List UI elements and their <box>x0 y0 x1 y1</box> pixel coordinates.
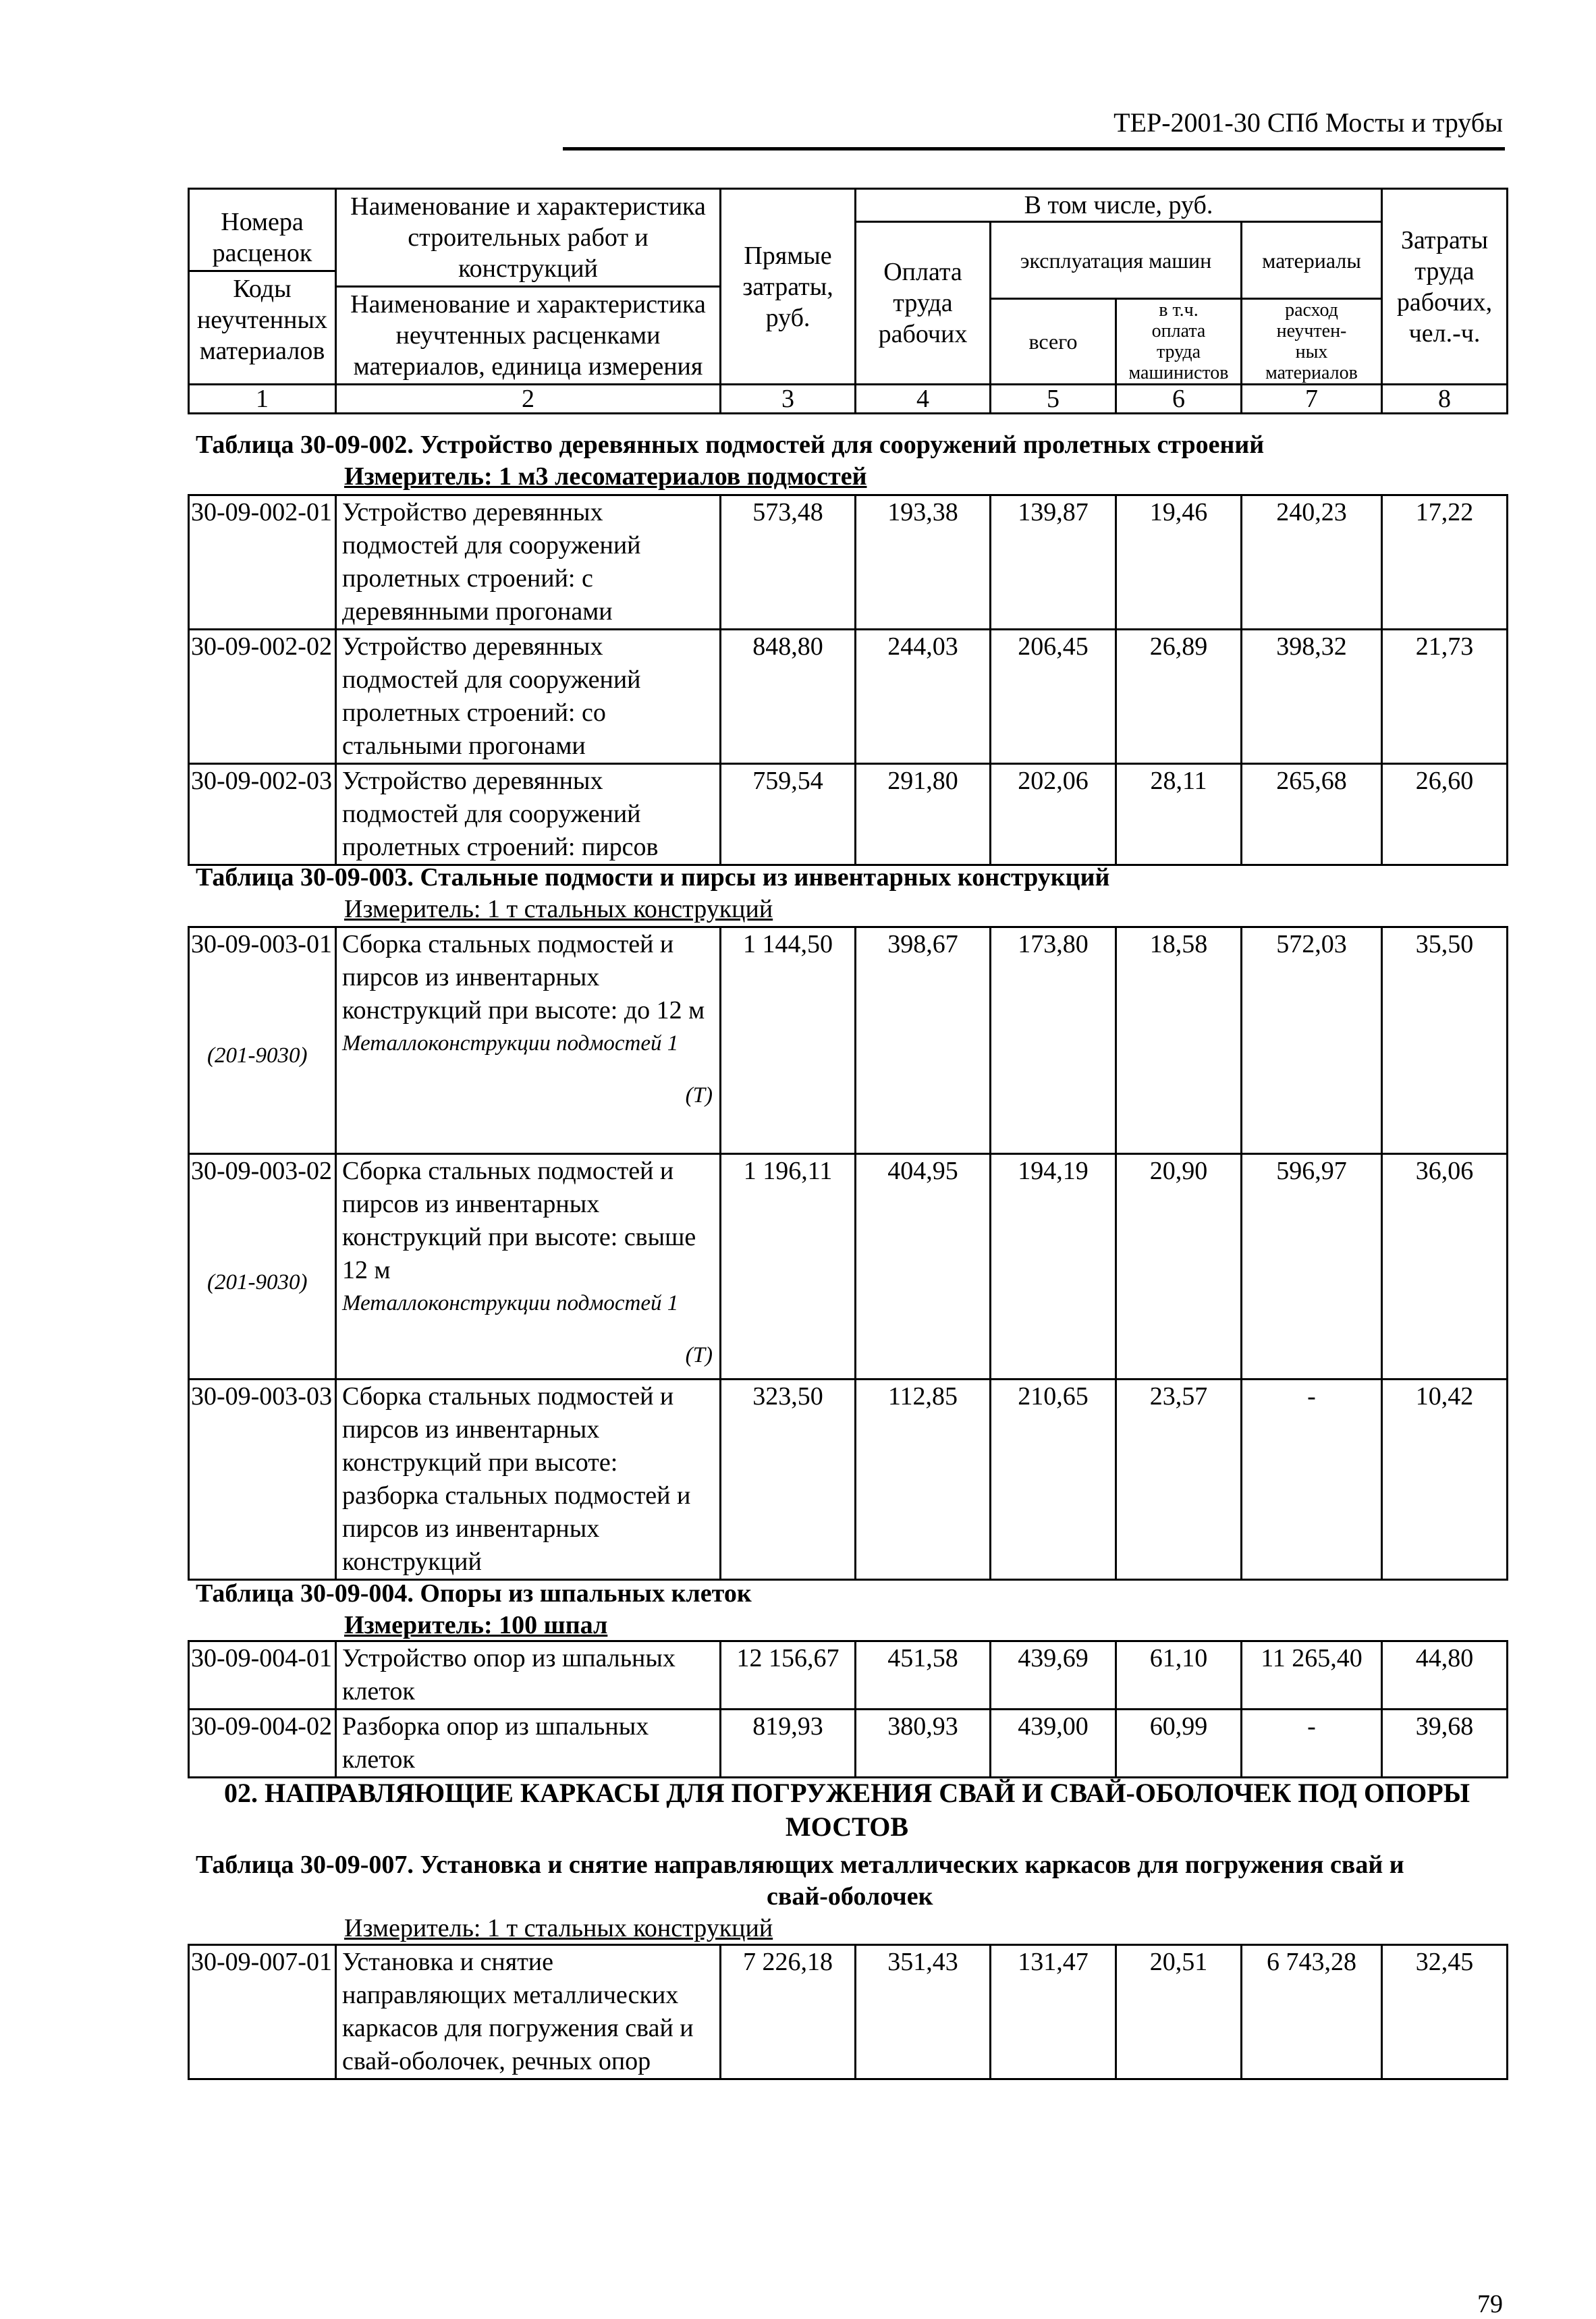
machinist-wages: 19,46 <box>1116 495 1242 630</box>
machinist-wages: 28,11 <box>1116 764 1242 865</box>
machinist-wages: 26,89 <box>1116 630 1242 764</box>
rate-code: 30-09-002-02 <box>189 630 336 764</box>
machinist-wages: 60,99 <box>1116 1710 1242 1778</box>
rate-code: 30-09-003-03 <box>189 1380 336 1580</box>
rate-name: Устройство деревянных подмостей для сооружений пролетных строений: со стальными прогонами <box>336 630 721 764</box>
labor-costs: 10,42 <box>1382 1380 1508 1580</box>
including-header: В том числе, руб. <box>856 189 1382 222</box>
table-row <box>189 1380 1508 1580</box>
machinist-wages: 20,90 <box>1116 1154 1242 1380</box>
direct-costs: 759,54 <box>721 764 856 865</box>
rates-table-30-09-004 <box>188 1640 1508 1778</box>
table-row <box>189 1641 1508 1710</box>
labor-costs: 44,80 <box>1382 1641 1508 1710</box>
direct-costs: 848,80 <box>721 630 856 764</box>
col-number: 8 <box>1382 385 1508 414</box>
resource-name: Металлоконструкции подмостей 1 <box>342 1031 679 1056</box>
labor-costs: 36,06 <box>1382 1154 1508 1380</box>
wages: 291,80 <box>856 764 991 865</box>
wages: 193,38 <box>856 495 991 630</box>
machines-total: 194,19 <box>991 1154 1116 1380</box>
table-row <box>189 1154 1508 1380</box>
machinist-wages: 61,10 <box>1116 1641 1242 1710</box>
table-caption: Таблица 30-09-004. Опоры из шпальных клеток <box>196 1579 752 1608</box>
labor-costs: 21,73 <box>1382 630 1508 764</box>
machinist-wages: 18,58 <box>1116 927 1242 1154</box>
header-rule <box>563 147 1505 151</box>
direct-costs: 819,93 <box>721 1710 856 1778</box>
machinist-wages-header: в т.ч. оплата труда машинистов <box>1116 299 1242 385</box>
resource-code: (201-9030) <box>207 1270 308 1294</box>
rate-name <box>336 1154 721 1380</box>
materials-header: материалы <box>1242 222 1382 299</box>
machines-total: 210,65 <box>991 1380 1116 1580</box>
rate-code: 30-09-002-03 <box>189 764 336 865</box>
labor-costs: 17,22 <box>1382 495 1508 630</box>
machines-total-header: всего <box>991 299 1116 385</box>
materials: 572,03 <box>1242 927 1382 1154</box>
rate-name-text: Сборка стальных подмостей и пирсов из инвентарных конструкций при высоте: до 12 м <box>342 930 705 1025</box>
materials: - <box>1242 1710 1382 1778</box>
labor-costs: 32,45 <box>1382 1945 1508 2079</box>
rate-name: Сборка стальных подмостей и пирсов из инвентарных конструкций при высоте: разборка стальных подмостей и пирсов из инвентарных конструкций <box>336 1380 721 1580</box>
rates-table-30-09-002 <box>188 494 1508 866</box>
wages: 451,58 <box>856 1641 991 1710</box>
materials: 11 265,40 <box>1242 1641 1382 1710</box>
machines-total: 439,00 <box>991 1710 1116 1778</box>
materials: 6 743,28 <box>1242 1945 1382 2079</box>
col-number: 1 <box>189 385 336 414</box>
wages: 380,93 <box>856 1710 991 1778</box>
col1-header: Номера расценок Коды неучтенных материалов <box>189 189 336 385</box>
machines-total: 439,69 <box>991 1641 1116 1710</box>
rate-name: Устройство деревянных подмостей для сооружений пролетных строений: с деревянными прогонами <box>336 495 721 630</box>
machines-header: эксплуатация машин <box>991 222 1242 299</box>
rate-name-text: Сборка стальных подмостей и пирсов из инвентарных конструкций при высоте: свыше 12 м <box>342 1157 696 1284</box>
col-number: 6 <box>1116 385 1242 414</box>
table-meter: Измеритель: 1 м3 лесоматериалов подмостей <box>344 462 867 491</box>
rate-code: 30-09-002-01 <box>189 495 336 630</box>
table-row <box>189 927 1508 1154</box>
table-meter: Измеритель: 1 т стальных конструкций <box>344 895 773 923</box>
labor-costs: 39,68 <box>1382 1710 1508 1778</box>
rate-name: Устройство опор из шпальных клеток <box>336 1641 721 1710</box>
rate-code: 30-09-004-01 <box>189 1641 336 1710</box>
materials: 398,32 <box>1242 630 1382 764</box>
table-row <box>189 764 1508 865</box>
materials: - <box>1242 1380 1382 1580</box>
direct-costs: 1 196,11 <box>721 1154 856 1380</box>
machines-total: 206,45 <box>991 630 1116 764</box>
rate-code: 30-09-004-02 <box>189 1710 336 1778</box>
labor-costs-header: Затраты труда рабочих, чел.-ч. <box>1382 189 1508 385</box>
machines-total: 131,47 <box>991 1945 1116 2079</box>
wages-header: Оплата труда рабочих <box>856 222 991 385</box>
direct-costs: 573,48 <box>721 495 856 630</box>
direct-costs: 323,50 <box>721 1380 856 1580</box>
machines-total: 202,06 <box>991 764 1116 865</box>
col-number: 2 <box>336 385 721 414</box>
wages: 404,95 <box>856 1154 991 1380</box>
rates-table-30-09-003 <box>188 926 1508 1581</box>
direct-costs: 12 156,67 <box>721 1641 856 1710</box>
wages: 244,03 <box>856 630 991 764</box>
materials: 265,68 <box>1242 764 1382 865</box>
rate-code-text: 30-09-003-01 <box>191 930 332 958</box>
section-title: 02. НАПРАВЛЯЮЩИЕ КАРКАСЫ ДЛЯ ПОГРУЖЕНИЯ СВАЙ И СВАЙ-ОБОЛОЧЕК ПОД ОПОРЫ МОСТОВ <box>223 1778 1470 1842</box>
rates-table-30-09-007 <box>188 1944 1508 2080</box>
col-number: 4 <box>856 385 991 414</box>
labor-costs: 35,50 <box>1382 927 1508 1154</box>
rate-name: Установка и снятие направляющих металлических каркасов для погружения свай и свай-оболочек, речных опор <box>336 1945 721 2079</box>
labor-costs: 26,60 <box>1382 764 1508 865</box>
rate-code <box>189 927 336 1154</box>
table-caption-continued: свай-оболочек <box>767 1882 933 1911</box>
wages: 112,85 <box>856 1380 991 1580</box>
col-number: 3 <box>721 385 856 414</box>
unaccounted-materials-header: расход неучтен- ных материалов <box>1242 299 1382 385</box>
rate-name: Устройство деревянных подмостей для сооружений пролетных строений: пирсов <box>336 764 721 865</box>
col-number: 7 <box>1242 385 1382 414</box>
direct-costs-header: Прямые затраты, руб. <box>721 189 856 385</box>
table-row <box>189 630 1508 764</box>
rate-name: Разборка опор из шпальных клеток <box>336 1710 721 1778</box>
col2-header: Наименование и характеристика строительных работ и конструкций Наименование и характеристика неучтенных расценками материалов, единица измерения <box>336 189 721 385</box>
materials: 240,23 <box>1242 495 1382 630</box>
col-number: 5 <box>991 385 1116 414</box>
resource-unit: (Т) <box>685 1343 713 1367</box>
rate-code-text: 30-09-003-02 <box>191 1157 332 1185</box>
page-number: 79 <box>1477 2290 1503 2318</box>
table-meter: Измеритель: 1 т стальных конструкций <box>344 1914 773 1942</box>
table-row <box>189 495 1508 630</box>
rate-name <box>336 927 721 1154</box>
machines-total: 173,80 <box>991 927 1116 1154</box>
machinist-wages: 20,51 <box>1116 1945 1242 2079</box>
wages: 351,43 <box>856 1945 991 2079</box>
table-row <box>189 1710 1508 1778</box>
table-caption: Таблица 30-09-003. Стальные подмости и пирсы из инвентарных конструкций <box>196 863 1110 892</box>
table-caption: Таблица 30-09-007. Установка и снятие направляющих металлических каркасов для погружения свай и <box>196 1851 1404 1879</box>
table-meter: Измеритель: 100 шпал <box>344 1611 608 1639</box>
direct-costs: 1 144,50 <box>721 927 856 1154</box>
direct-costs: 7 226,18 <box>721 1945 856 2079</box>
machinist-wages: 23,57 <box>1116 1380 1242 1580</box>
rate-code <box>189 1154 336 1380</box>
wages: 398,67 <box>856 927 991 1154</box>
rate-code: 30-09-007-01 <box>189 1945 336 2079</box>
machines-total: 139,87 <box>991 495 1116 630</box>
resource-code: (201-9030) <box>207 1043 308 1068</box>
materials: 596,97 <box>1242 1154 1382 1380</box>
table-caption: Таблица 30-09-002. Устройство деревянных подмостей для сооружений пролетных строений <box>196 431 1265 459</box>
resource-unit: (Т) <box>685 1083 713 1108</box>
running-header: ТЕР-2001-30 СПб Мосты и трубы <box>1113 107 1503 138</box>
column-header-table <box>188 188 1508 414</box>
resource-name: Металлоконструкции подмостей 1 <box>342 1291 679 1315</box>
table-row <box>189 1945 1508 2079</box>
